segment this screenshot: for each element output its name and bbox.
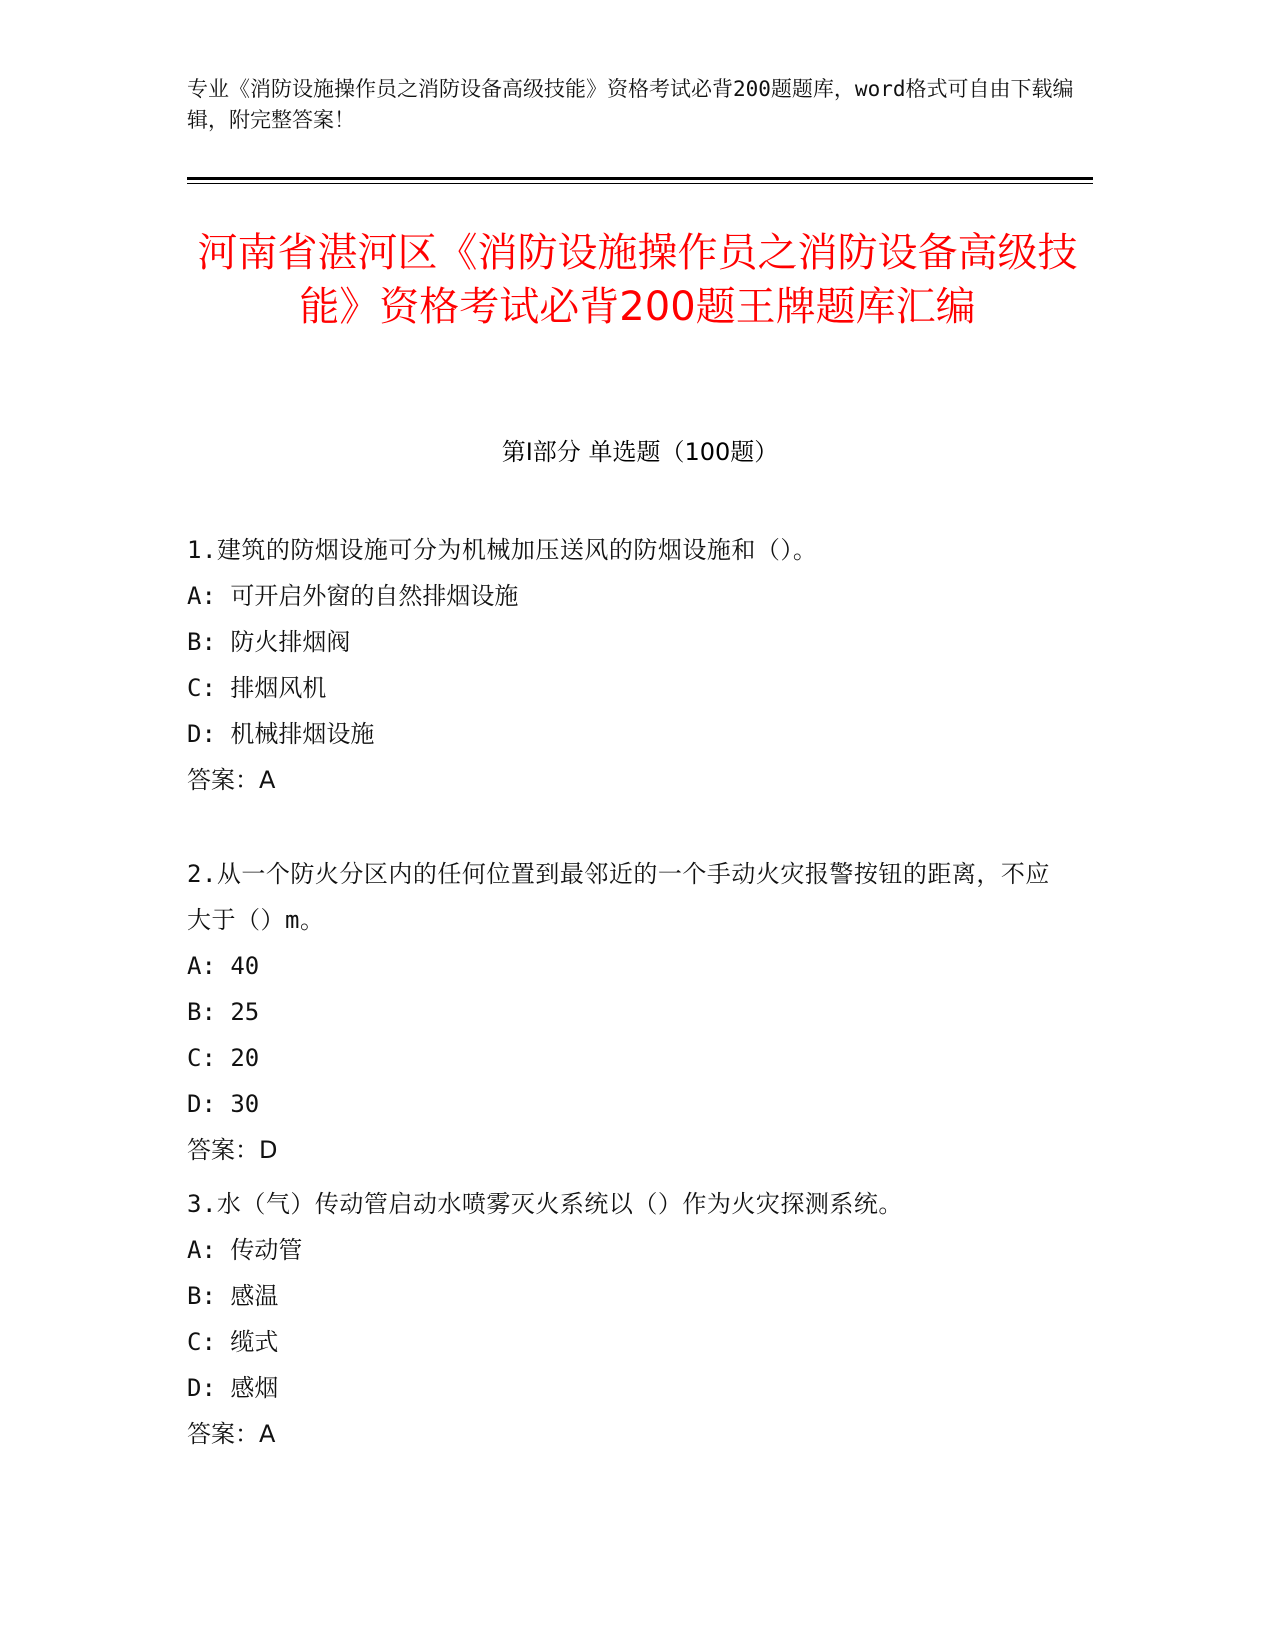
header-note: 专业《消防设施操作员之消防设备高级技能》资格考试必背200题题库，word格式可自由下载编辑，附完整答案！: [187, 77, 1074, 132]
option-d: D: 30: [187, 1090, 260, 1118]
header-divider-thin: [187, 183, 1093, 184]
option-c: C: 排烟风机: [187, 674, 327, 702]
question-2: [187, 851, 1067, 1173]
option-b: B: 防火排烟阀: [187, 628, 351, 656]
question-stem: 1.建筑的防烟设施可分为机械加压送风的防烟设施和（）。: [187, 536, 818, 564]
option-b: B: 25: [187, 998, 260, 1026]
answer: 答案：A: [187, 1420, 276, 1448]
question-1: [187, 527, 1067, 803]
answer: 答案：A: [187, 766, 276, 794]
option-c: C: 20: [187, 1044, 260, 1072]
option-a: A: 40: [187, 952, 260, 980]
question-3: [187, 1181, 1067, 1457]
header-divider-thick: [187, 177, 1093, 180]
question-stem: 2.从一个防火分区内的任何位置到最邻近的一个手动火灾报警按钮的距离，不应大于（）m。: [187, 860, 1050, 934]
option-a: A: 传动管: [187, 1236, 303, 1264]
option-d: D: 感烟: [187, 1374, 279, 1402]
option-b: B: 感温: [187, 1282, 279, 1310]
option-c: C: 缆式: [187, 1328, 279, 1356]
option-a: A: 可开启外窗的自然排烟设施: [187, 582, 519, 610]
answer: 答案：D: [187, 1136, 278, 1164]
option-d: D: 机械排烟设施: [187, 720, 375, 748]
document-title: 河南省湛河区《消防设施操作员之消防设备高级技能》资格考试必背200题王牌题库汇编: [197, 230, 1078, 330]
question-stem: 3.水（气）传动管启动水喷雾灭火系统以（）作为火灾探测系统。: [187, 1190, 903, 1218]
section-heading: 第I部分 单选题（100题）: [501, 438, 779, 466]
